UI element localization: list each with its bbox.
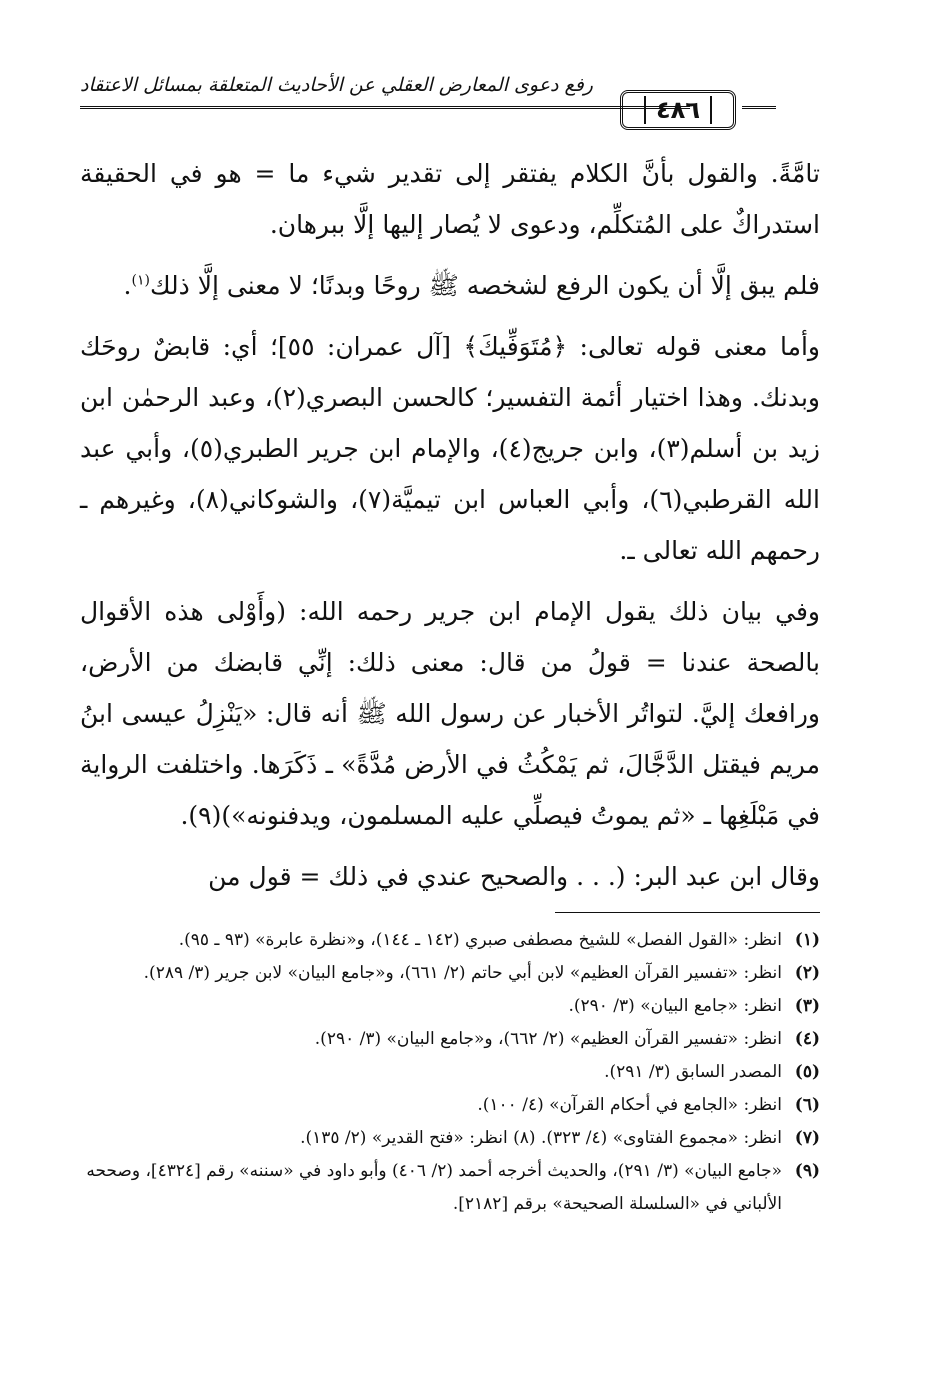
footnote-text: انظر: «تفسير القرآن العظيم» لابن أبي حاتم (٢/ ٦٦١)، و«جامع البيان» لابن جرير (٣/ ٢٨٩). bbox=[143, 963, 782, 983]
paragraph bbox=[80, 321, 820, 576]
paragraph bbox=[80, 586, 820, 841]
footnote-text: «جامع البيان» (٣/ ٢٩١)، والحديث أخرجه أحمد (٢/ ٤٠٦) وأبو داود في «سننه» رقم [٤٣٢٤]، وصححه الألباني في «السلسلة الصحيحة» برقم [٢١٨٢]. bbox=[86, 1161, 782, 1214]
paragraph bbox=[80, 851, 820, 902]
footnote-separator bbox=[555, 912, 820, 913]
main-text bbox=[80, 148, 820, 912]
paragraph bbox=[80, 148, 820, 250]
footnote bbox=[80, 1056, 820, 1089]
footnote-number: (٥) bbox=[794, 1062, 820, 1082]
footnote-number: (٣) bbox=[794, 996, 820, 1016]
footnote-number: (٢) bbox=[794, 963, 820, 983]
paragraph-text: وأما معنى قوله تعالى: ﴿مُتَوَفِّيكَ﴾ [آل عمران: ٥٥]؛ أي: قابضٌ روحَك وبدنك. وهذا اختيار أئمة التفسير؛ كالحسن البصري(٢)، وعبد الرحمٰن ابن زيد بن أسلم(٣)، وابن جريج(٤)، والإمام ابن جرير الطبري(٥)، وأبي عبد الله القرطبي(٦)، وأبي العباس ابن تيميَّة(٧)، والشوكاني(٨)، وغيرهم ـ رحمهم الله تعالى ـ. bbox=[80, 332, 820, 565]
footnote bbox=[80, 1089, 820, 1122]
footnote-number: (١) bbox=[794, 930, 820, 950]
paragraph: فلم يبق إلَّا أن يكون الرفع لشخصه ﷺ روحًا وبدنًا؛ لا معنى إلَّا ذلك$^{(١)}$. bbox=[123, 271, 820, 300]
paragraph-text: وقال ابن عبد البر: (. . . والصحيح عندي في ذلك = قول من bbox=[208, 862, 820, 891]
footnote-text: انظر: «القول الفصل» للشيخ مصطفى صبري (١٤٢ ـ ١٤٤)، و«نظرة عابرة» (٩٣ ـ ٩٥). bbox=[178, 930, 782, 950]
footnote bbox=[80, 1122, 820, 1155]
page-number-box bbox=[620, 90, 736, 130]
paragraph-text: فلم يبق إلَّا أن يكون الرفع لشخصه ﷺ روحًا وبدنًا؛ لا معنى إلَّا ذلك bbox=[149, 271, 820, 300]
footnote-text: انظر: «الجامع في أحكام القرآن» (٤/ ١٠٠). bbox=[477, 1095, 782, 1115]
footnote bbox=[80, 1155, 820, 1221]
footnote bbox=[80, 924, 820, 957]
footnote-text: انظر: «مجموع الفتاوى» (٤/ ٣٢٣). (٨) انظر: «فتح القدير» (٢/ ١٣٥). bbox=[300, 1128, 782, 1148]
footnote bbox=[80, 990, 820, 1023]
header-title: رفع دعوى المعارض العقلي عن الأحاديث المتعلقة بمسائل الاعتقاد bbox=[80, 74, 593, 96]
page-number: ٤٨٦ bbox=[644, 96, 712, 124]
footnote-number: (٤) bbox=[794, 1029, 820, 1049]
footnote bbox=[80, 957, 820, 990]
header-rule-right bbox=[742, 106, 776, 109]
footnotes bbox=[80, 924, 820, 1221]
footnote-text: انظر: «جامع البيان» (٣/ ٢٩٠). bbox=[568, 996, 782, 1016]
paragraph-text: تامَّةً. والقول بأنَّ الكلام يفتقر إلى تقدير شيء ما = هو في الحقيقة استدراكٌ على المُتكلِّم، ودعوى لا يُصار إليها إلَّا ببرهان. bbox=[80, 159, 820, 239]
footnote bbox=[80, 1023, 820, 1056]
paragraph-text: وفي بيان ذلك يقول الإمام ابن جرير رحمه الله: (وأَوْلى هذه الأقوال بالصحة عندنا = قولُ من قال: معنى ذلك: إنِّي قابضك من الأرض، ورافعك إليَّ. لتواتُر الأخبار عن رسول الله ﷺ أنه قال: «يَنْزِلُ عيسى ابنُ مريم فيقتل الدَّجَّالَ، ثم يَمْكُثُ في الأرض مُدَّةً» ـ ذَكَرَها. واختلفت الرواية في مَبْلَغِها ـ «ثم يموتُ فيصلِّي عليه المسلمون، ويدفنونه»)(٩). bbox=[80, 597, 820, 830]
footnote-text: انظر: «تفسير القرآن العظيم» (٢/ ٦٦٢)، و«جامع البيان» (٣/ ٢٩٠). bbox=[314, 1029, 782, 1049]
footnote-number: (٦) bbox=[794, 1095, 820, 1115]
footnote-text: المصدر السابق (٣/ ٢٩١). bbox=[604, 1062, 782, 1082]
footnote-number: (٩) bbox=[794, 1161, 820, 1181]
footnote-ref: (١) bbox=[131, 272, 150, 289]
footnote-number: (٧) bbox=[794, 1128, 820, 1148]
header-rule bbox=[80, 106, 690, 109]
